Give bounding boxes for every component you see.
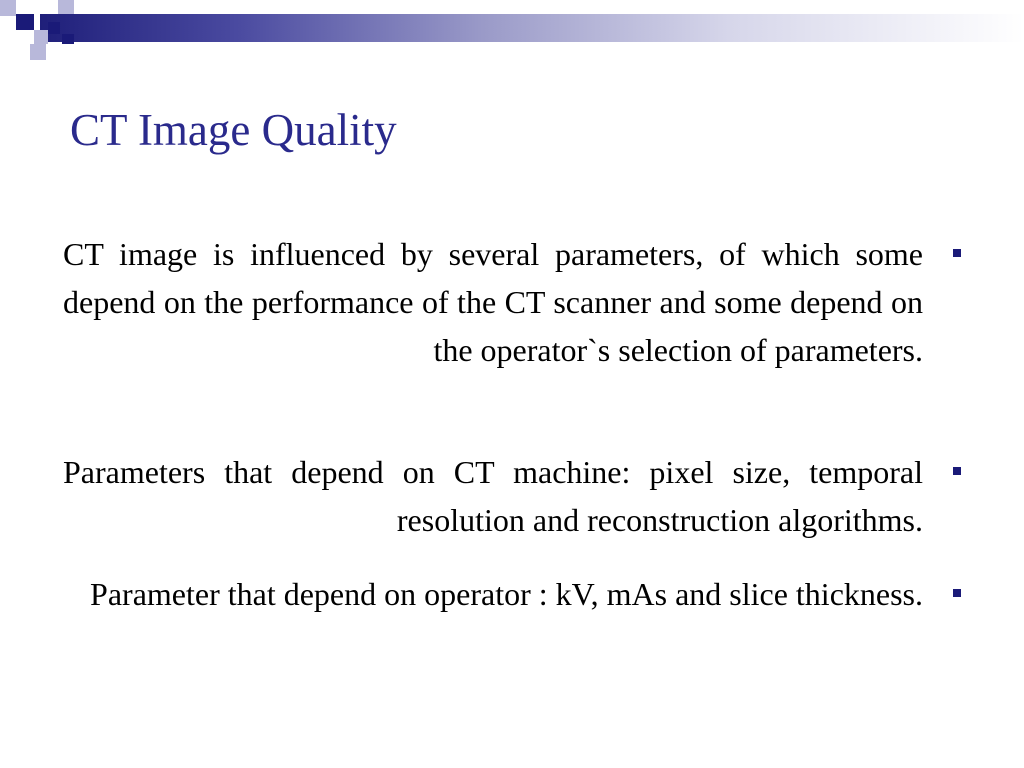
bullet-item [63, 230, 963, 374]
bullet-item [63, 570, 963, 618]
square-bullet-icon [953, 589, 961, 597]
slide-title: CT Image Quality [70, 105, 397, 155]
bullet-text: Parameter that depend on operator : kV, mAs and slice thickness. [90, 576, 923, 612]
bullet-text: CT image is influenced by several parameters, of which some depend on the performance of the CT scanner and some depend on the operator`s selection of parameters. [63, 236, 923, 368]
square-bullet-icon [953, 249, 961, 257]
bullet-item [63, 448, 963, 544]
bullet-text: Parameters that depend on CT machine: pixel size, temporal resolution and reconstruction algorithms. [63, 454, 923, 538]
square-bullet-icon [953, 467, 961, 475]
header-gradient-bar [40, 14, 1024, 42]
